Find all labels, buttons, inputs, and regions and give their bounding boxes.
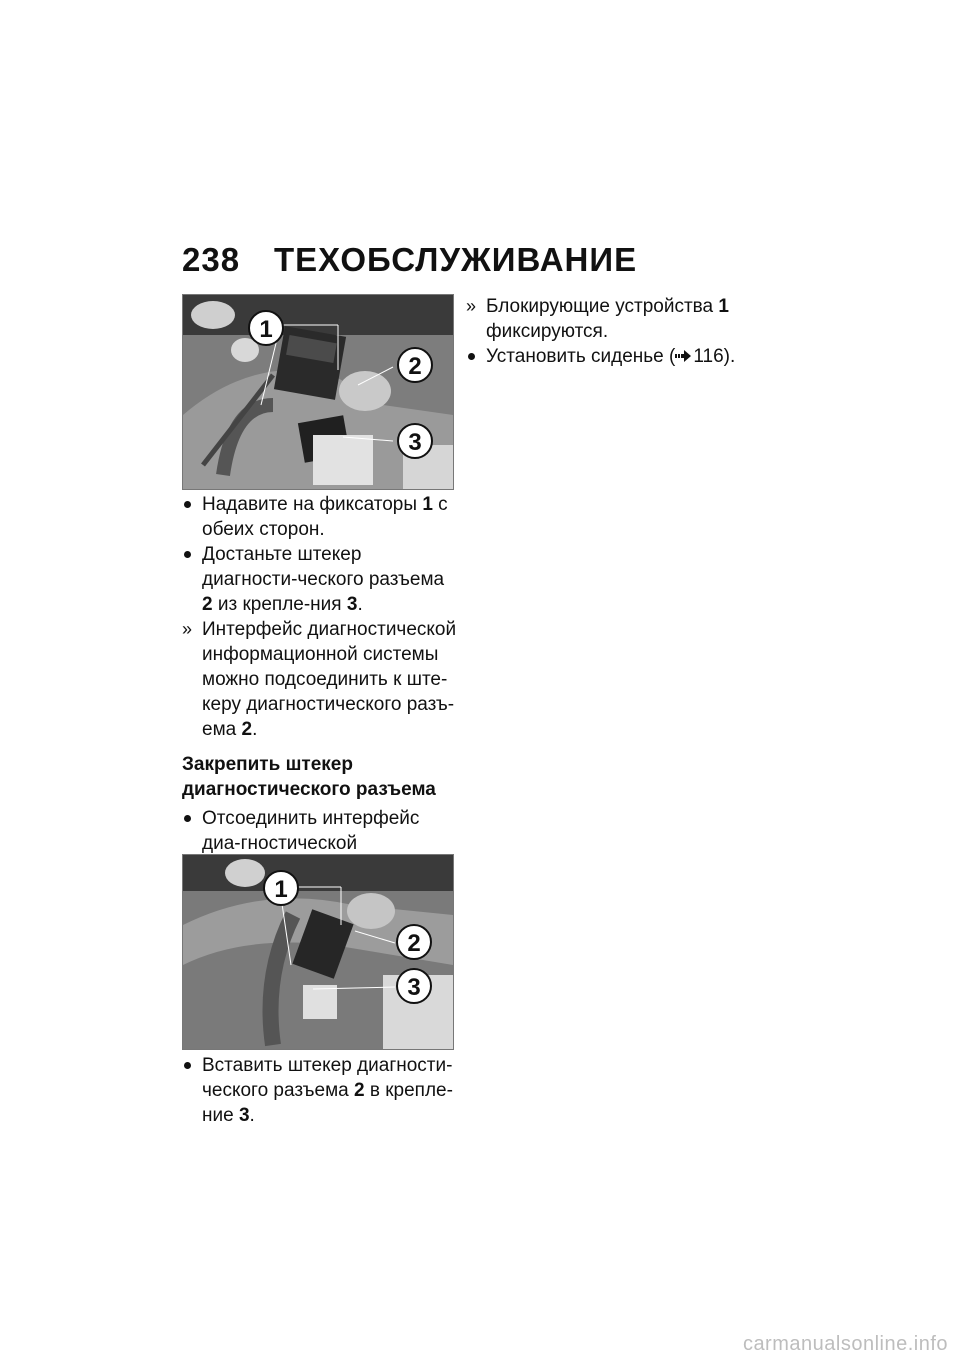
page-reference[interactable]: 116 xyxy=(693,346,724,367)
item-text: Надавите на фиксаторы xyxy=(202,494,423,515)
instruction-list-1 xyxy=(182,492,457,881)
instruction-list-right xyxy=(466,294,766,369)
svg-text:3: 3 xyxy=(407,974,421,1001)
watermark: carmanualsonline.info xyxy=(742,1333,948,1355)
list-item xyxy=(466,344,766,369)
instruction-list-3 xyxy=(182,1053,457,1128)
figure-diagnostic-connector-removed xyxy=(182,294,454,490)
item-text: Интерфейс диагностической информационной системы можно подсоединить к ште-керу диагностического разъ-ема xyxy=(202,619,457,740)
item-text: Установить сиденье ( xyxy=(486,346,676,367)
figure-diagnostic-connector-mounted xyxy=(182,854,454,1050)
item-text: ). xyxy=(723,346,736,367)
svg-text:3: 3 xyxy=(408,429,422,456)
callout-1 xyxy=(249,311,283,345)
item-text: с обеих сторон. xyxy=(202,494,448,540)
svg-text:2: 2 xyxy=(407,930,421,957)
item-text: в крепле-ние xyxy=(202,1080,453,1126)
callout-1 xyxy=(264,871,298,905)
item-text: . xyxy=(252,719,258,740)
item-text: . xyxy=(357,594,363,615)
item-ref: 3 xyxy=(346,594,358,615)
list-item xyxy=(182,1053,457,1128)
item-ref: 1 xyxy=(718,296,729,317)
list-item xyxy=(182,542,457,617)
item-text: фиксируются. xyxy=(486,321,609,342)
item-text: . xyxy=(249,1105,255,1126)
item-text: из крепле-ния xyxy=(212,594,347,615)
callout-2 xyxy=(397,925,431,959)
item-ref: 2 xyxy=(241,719,253,740)
item-ref: 1 xyxy=(422,494,433,515)
svg-text:1: 1 xyxy=(274,876,288,903)
item-ref: 2 xyxy=(202,594,213,615)
section-title: ТЕХОБСЛУЖИВАНИЕ xyxy=(274,241,638,278)
list-item-result xyxy=(466,294,766,344)
item-ref: 2 xyxy=(353,1080,365,1101)
page-number: 238 xyxy=(182,241,241,278)
page-header xyxy=(182,238,637,282)
callout-3 xyxy=(397,969,431,1003)
item-text: Блокирующие устройства xyxy=(486,296,719,317)
callout-3 xyxy=(398,424,432,458)
subheading: Закрепить штекер диагностического разъема xyxy=(182,754,436,800)
svg-text:2: 2 xyxy=(408,353,422,380)
item-ref: 3 xyxy=(238,1105,250,1126)
result-icon: » xyxy=(182,619,193,639)
svg-text:1: 1 xyxy=(259,316,273,343)
item-text: Достаньте штекер диагности-ческого разъема xyxy=(202,544,445,590)
item-text: Отсоединить интерфейс диа-гностической xyxy=(202,808,420,854)
list-item-result xyxy=(182,617,457,742)
callout-2 xyxy=(398,348,432,382)
item-text: Вставить штекер диагности-ческого разъема xyxy=(202,1055,453,1101)
list-item xyxy=(182,492,457,542)
page-reference-arrow-icon[interactable] xyxy=(675,344,693,369)
result-icon: » xyxy=(466,296,477,316)
